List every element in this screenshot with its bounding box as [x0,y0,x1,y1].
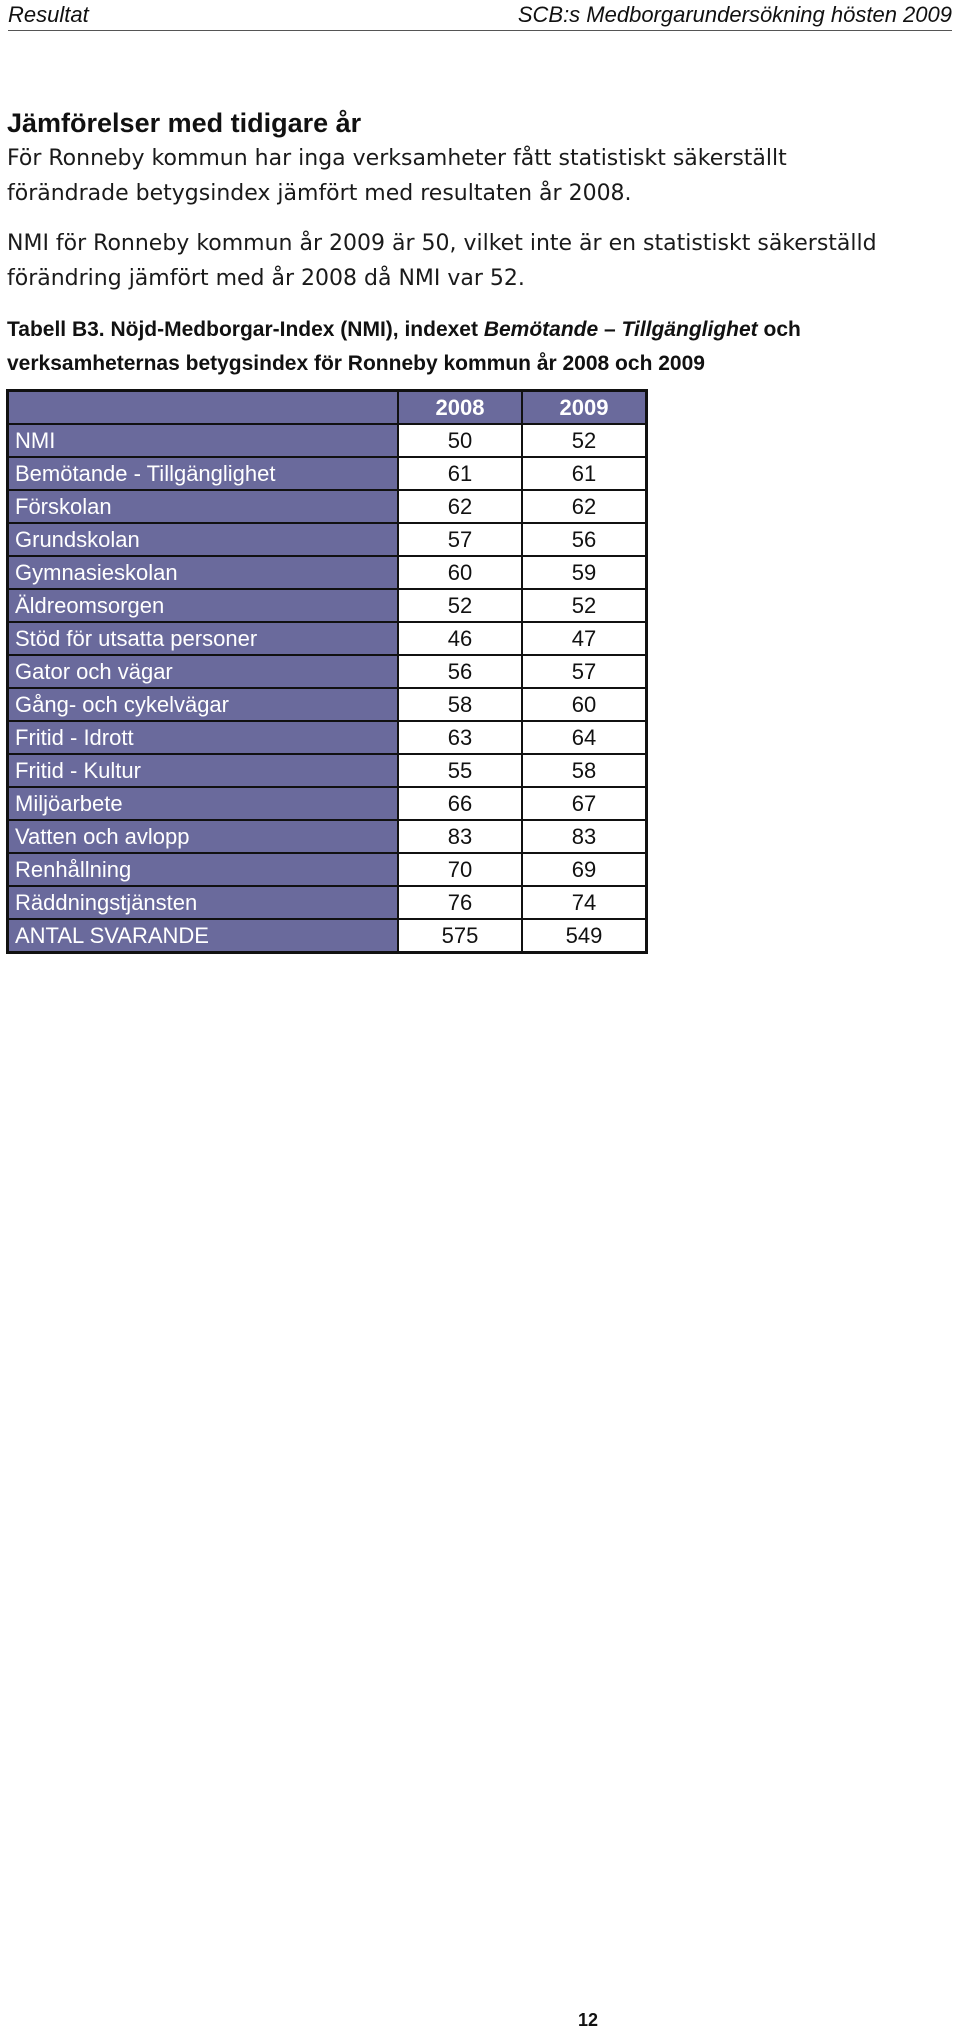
section-heading: Jämförelser med tidigare år [7,108,362,138]
table-row [8,622,647,655]
row-label: NMI [8,424,399,457]
caption-text-1: Nöjd-Medborgar-Index (NMI), indexet [104,318,484,341]
table-row [8,853,647,886]
table-row [8,490,647,523]
row-label: Grundskolan [8,523,399,556]
row-label: Äldreomsorgen [8,589,399,622]
value-2009: 83 [522,820,647,853]
value-2008: 50 [398,424,522,457]
paragraph-nmi: NMI för Ronneby kommun år 2009 är 50, vilket inte är en statistiskt säkerställd förändring jämfört med år 2008 då NMI var 52. [7,231,877,291]
value-2008: 55 [398,754,522,787]
caption-italic-1: Bemötande [483,318,599,341]
column-header-2008: 2008 [398,391,522,425]
value-2008: 76 [398,886,522,919]
row-label: Gymnasieskolan [8,556,399,589]
value-2009: 62 [522,490,647,523]
row-label: Fritid - Kultur [8,754,399,787]
row-label: Gator och vägar [8,655,399,688]
value-2009: 60 [522,688,647,721]
table-row [8,820,647,853]
table-header-row [8,391,647,425]
table-row [8,754,647,787]
value-2009: 64 [522,721,647,754]
value-2009: 52 [522,424,647,457]
table-caption [7,313,937,381]
value-2008: 61 [398,457,522,490]
row-label: ANTAL SVARANDE [8,919,399,953]
table-row [8,721,647,754]
value-2008: 63 [398,721,522,754]
nmi-table [6,389,648,954]
column-header-2009: 2009 [522,391,647,425]
value-2008: 62 [398,490,522,523]
row-label: Räddningstjänsten [8,886,399,919]
value-2009: 58 [522,754,647,787]
row-label: Renhållning [8,853,399,886]
table-row [8,886,647,919]
table-row [8,424,647,457]
table-row [8,523,647,556]
value-2008: 56 [398,655,522,688]
table-row [8,589,647,622]
caption-label: Tabell B3. [7,318,105,341]
value-2009: 74 [522,886,647,919]
row-label: Vatten och avlopp [8,820,399,853]
header-section-title: Resultat [8,2,89,27]
row-label: Fritid - Idrott [8,721,399,754]
value-2009: 549 [522,919,647,953]
row-label: Bemötande - Tillgänglighet [8,457,399,490]
row-label: Förskolan [8,490,399,523]
row-label: Gång- och cykelvägar [8,688,399,721]
value-2009: 52 [522,589,647,622]
caption-text-2: och verksamheternas betygsindex för Ronneby kommun år 2008 och 2009 [7,318,801,375]
row-label: Stöd för utsatta personer [8,622,399,655]
value-2009: 57 [522,655,647,688]
table-row [8,556,647,589]
header-report-title: SCB:s Medborgarundersökning hösten 2009 [517,2,952,27]
table-row [8,655,647,688]
value-2008: 70 [398,853,522,886]
value-2008: 575 [398,919,522,953]
value-2008: 46 [398,622,522,655]
page-number: 12 [578,2010,599,2030]
value-2009: 67 [522,787,647,820]
caption-italic-2: Tillgänglighet [621,318,758,341]
value-2008: 83 [398,820,522,853]
value-2009: 47 [522,622,647,655]
value-2008: 57 [398,523,522,556]
table-row [8,787,647,820]
value-2008: 60 [398,556,522,589]
row-label: Miljöarbete [8,787,399,820]
value-2008: 66 [398,787,522,820]
value-2008: 52 [398,589,522,622]
paragraph-comparison: För Ronneby kommun har inga verksamheter fått statistiskt säkerställt förändrade betygsindex jämfört med resultaten år 2008. [7,146,787,206]
value-2008: 58 [398,688,522,721]
table-row [8,919,647,953]
value-2009: 69 [522,853,647,886]
table-body [8,424,647,953]
value-2009: 61 [522,457,647,490]
table-row [8,457,647,490]
caption-dash: – [598,318,622,341]
value-2009: 56 [522,523,647,556]
table-row [8,688,647,721]
table-corner-cell [8,391,399,425]
page-header [8,0,952,31]
value-2009: 59 [522,556,647,589]
